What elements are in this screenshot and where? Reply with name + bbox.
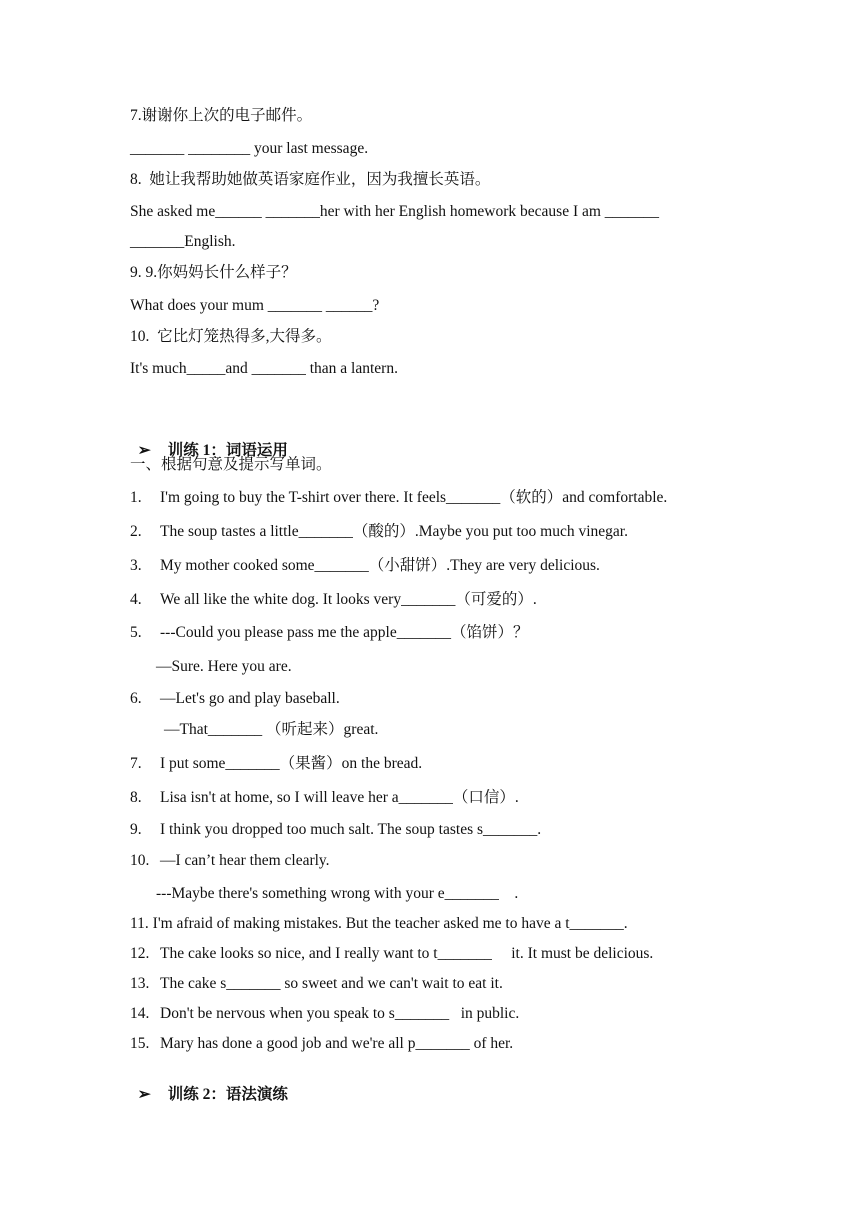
item-text: The cake looks so nice, and I really want to t_______ it. It must be delicious.: [160, 945, 654, 962]
item-number: 1.: [130, 489, 142, 506]
item-number: 14.: [130, 1005, 150, 1022]
question-7-chinese: 7.谢谢你上次的电子邮件。: [130, 107, 313, 124]
item-number: 12.: [130, 945, 150, 962]
question-9-chinese: 9. 9.你妈妈长什么样子？: [130, 264, 297, 281]
item-number: 6.: [130, 690, 142, 707]
section-instruction: 一、根据句意及提示写单词。: [130, 456, 332, 473]
item-text: Lisa isn't at home, so I will leave her a_______（口信）.: [160, 789, 519, 806]
list-item: [130, 522, 628, 542]
item-text: I'm going to buy the T-shirt over there. It feels_______（软的）and comfortable.: [160, 489, 668, 506]
item-text: The soup tastes a little_______（酸的）.Maybe you put too much vinegar.: [160, 523, 628, 540]
question-10-english: It's much_____and _______ than a lantern.: [130, 360, 398, 377]
item-text: I put some_______（果酱）on the bread.: [160, 755, 423, 772]
item-text: I think you dropped too much salt. The soup tastes s_______.: [160, 821, 542, 838]
item-number: 8.: [130, 789, 142, 806]
item-text: ---Could you please pass me the apple_______（馅饼）？: [160, 624, 529, 641]
question-8-english-line2: _______English.: [130, 233, 236, 250]
section-title: 训练 2：语法演练: [167, 1086, 288, 1103]
question-10-chinese: 10. 它比灯笼热得多,大得多。: [130, 328, 332, 345]
list-item: 11. I'm afraid of making mistakes. But the teacher asked me to have a t_______.: [130, 915, 628, 932]
list-item: [130, 820, 541, 840]
arrow-bullet-icon: ➢: [137, 1086, 151, 1103]
question-8-chinese: 8. 她让我帮助她做英语家庭作业，因为我擅长英语。: [130, 171, 491, 188]
list-item: [130, 1034, 513, 1054]
item-number: 4.: [130, 591, 142, 608]
item-text: —Let's go and play baseball.: [160, 690, 340, 707]
item-number: 9.: [130, 821, 142, 838]
list-item-continuation: —Sure. Here you are.: [156, 658, 292, 675]
list-item: [130, 590, 537, 610]
item-number: 10.: [130, 852, 150, 869]
list-item: [130, 623, 529, 643]
item-number: 7.: [130, 755, 142, 772]
item-number: 5.: [130, 624, 142, 641]
list-item: [130, 488, 667, 508]
section-title: 训练 1：词语运用: [167, 442, 288, 459]
list-item: [130, 689, 340, 709]
question-9-english: What does your mum _______ ______?: [130, 297, 380, 314]
list-item: [130, 944, 653, 964]
item-text: —I can’t hear them clearly.: [160, 852, 330, 869]
item-text: We all like the white dog. It looks very_______（可爱的）.: [160, 591, 537, 608]
section-heading-2: [130, 1065, 288, 1105]
item-text: Mary has done a good job and we're all p_______ of her.: [160, 1035, 514, 1052]
list-item: [130, 1004, 519, 1024]
item-text: Don't be nervous when you speak to s_______ in public.: [160, 1005, 520, 1022]
list-item: [130, 851, 330, 871]
list-item: [130, 788, 519, 808]
item-number: 2.: [130, 523, 142, 540]
question-7-english: _______ ________ your last message.: [130, 140, 369, 157]
list-item: [130, 754, 422, 774]
arrow-bullet-icon: ➢: [137, 442, 151, 459]
list-item-continuation: ---Maybe there's something wrong with your e_______ .: [156, 885, 519, 902]
list-item: [130, 556, 600, 576]
item-number: 3.: [130, 557, 142, 574]
item-text: My mother cooked some_______（小甜饼）.They are very delicious.: [160, 557, 600, 574]
question-8-english-line1: She asked me______ _______her with her English homework because I am _______: [130, 203, 660, 220]
list-item-continuation: —That_______ （听起来）great.: [164, 721, 379, 738]
item-number: 15.: [130, 1035, 150, 1052]
item-number: 13.: [130, 975, 150, 992]
list-item: [130, 974, 503, 994]
item-text: The cake s_______ so sweet and we can't wait to eat it.: [160, 975, 503, 992]
